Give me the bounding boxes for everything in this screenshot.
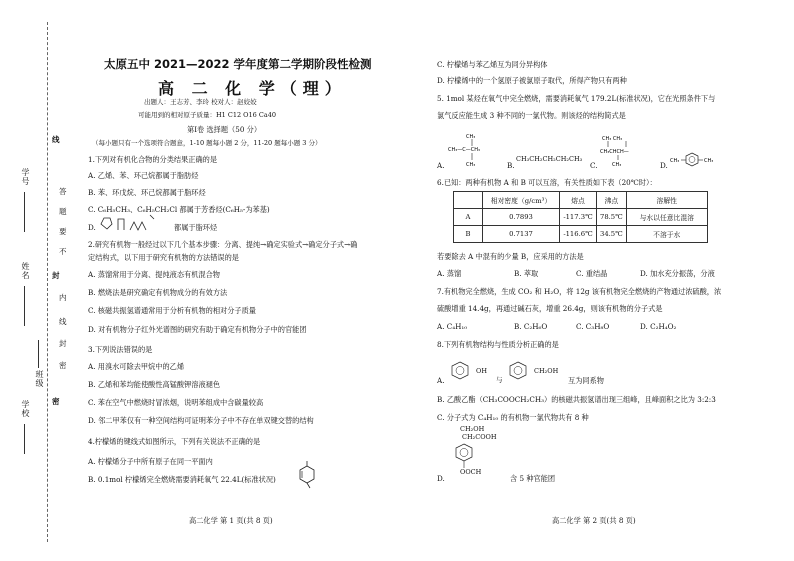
table-cell: 0.7893 <box>483 209 560 226</box>
q8-option-a-ch2oh: CH₂OH <box>534 367 559 375</box>
question-5-cont: 氯气反应能生成 3 种不同的一氯代物。则该烃的结构简式是 <box>437 111 626 120</box>
q1-option-b: B. 苯、环戊烷、环己烷都属于脂环烃 <box>88 188 206 197</box>
table-header: 溶解性 <box>626 192 707 209</box>
q8-option-c: C. 分子式为 C₄H₁₀ 的有机物一氯代物共有 8 种 <box>437 413 589 422</box>
question-5: 5. 1mol 某烃在氧气中完全燃烧，需要消耗氧气 179.2L(标准状况)，它在光照条件下与 <box>437 94 716 103</box>
table-cell: B <box>454 226 483 243</box>
section-heading: 第Ⅰ卷 选择题（50 分） <box>187 125 262 134</box>
q1-option-d-label: D. <box>88 223 96 232</box>
name-label: 姓名 <box>21 262 30 280</box>
seal-word: 要 <box>59 227 67 236</box>
q5-option-a-label: A. <box>437 161 445 170</box>
authors-line: 出题人：王志芳、李玲 校对人：赵姣姣 <box>144 98 257 106</box>
page-2-footer: 高二化学 第 2 页(共 8 页) <box>552 516 636 525</box>
table-cell: 0.7137 <box>483 226 560 243</box>
table-cell: 34.5℃ <box>597 226 627 243</box>
q2-option-d: D. 对有机物分子红外光谱图的研究有助于确定有机物分子中的官能团 <box>88 325 307 334</box>
table-row <box>454 209 708 226</box>
school-title: 太原五中 2021—2022 学年度第二学期阶段性检测 <box>104 57 372 71</box>
q2-option-c: C. 核磁共振氢谱通常用于分析有机物的相对分子质量 <box>88 306 256 315</box>
q1-ring-structures <box>98 214 160 232</box>
q8-option-d-top: CH₂OH <box>460 425 485 433</box>
q7-option-a: A. C₄H₁₀ <box>437 322 468 331</box>
q5-option-b-label: B. <box>507 161 515 170</box>
question-3: 3.下列说法错误的是 <box>88 345 153 354</box>
question-4: 4.柠檬烯的键线式如图所示，下列有关说法不正确的是 <box>88 437 261 446</box>
q8-option-d-tail: 含 5 种官能团 <box>510 474 556 483</box>
svg-text:CH₃: CH₃ <box>704 158 714 164</box>
table-header-row <box>454 192 708 209</box>
q8-option-a-label: A. <box>437 376 445 385</box>
table-cell: A <box>454 209 483 226</box>
limonene-structure <box>296 460 318 490</box>
q8-option-d-label: D. <box>437 474 445 483</box>
q3-option-b: B. 乙烯和苯均能使酸性高锰酸钾溶液褪色 <box>88 380 221 389</box>
name-line <box>24 286 25 326</box>
seal-mark-seal: 封 <box>52 271 60 280</box>
seal-word: 线 <box>59 317 67 326</box>
table-cell: -116.6℃ <box>560 226 597 243</box>
table-cell: 不溶于水 <box>626 226 707 243</box>
question-2-cont: 定结构式，以下用于研究有机物的方法错误的是 <box>88 253 239 262</box>
svg-text:CH₃—C—CH₃: CH₃—C—CH₃ <box>448 147 481 153</box>
question-8: 8.下列有机物结构与性质分析正确的是 <box>437 340 559 349</box>
q8-d-ring-icon <box>452 440 476 470</box>
svg-text:CH₃: CH₃ <box>466 162 476 168</box>
q8-option-a-oh: OH <box>476 367 487 375</box>
benzene-ring-icon <box>686 153 698 166</box>
svg-text:CH₃ CH₃: CH₃ CH₃ <box>602 136 623 142</box>
q6-option-b: B. 萃取 <box>514 269 539 278</box>
q1-option-c: C. C₆H₅CH₃、C₆H₅CH₂Cl 都属于芳香烃(C₆H₅-为苯基) <box>88 205 270 214</box>
question-1: 1.下列对有机化合物的分类结果正确的是 <box>88 155 218 164</box>
q2-option-a: A. 蒸馏常用于分离、提纯液态有机混合物 <box>88 270 220 279</box>
q1-option-d-text: 都属于脂环烃 <box>174 223 218 232</box>
svg-text:CH₃: CH₃ <box>670 158 680 164</box>
q8-option-d-side: CH₂COOH <box>462 433 497 441</box>
q7-option-d: D. C₂H₄O₂ <box>640 322 677 331</box>
table-header <box>454 192 483 209</box>
table-cell: 78.5℃ <box>597 209 627 226</box>
table-header: 沸点 <box>597 192 627 209</box>
page-1-footer: 高二化学 第 1 页(共 8 页) <box>189 516 273 525</box>
phenol-ring-icon <box>448 360 472 382</box>
q5-structure-d <box>670 150 718 170</box>
q5-option-b-formula: CH₃CH₂CH₂CH₂CH₃ <box>516 155 583 163</box>
seal-mark-line: 线 <box>52 135 60 144</box>
svg-text:CH₃CHCH—: CH₃CHCH— <box>600 149 629 155</box>
q8-option-b: B. 乙酸乙酯（CH₃COOCH₂CH₃）的核磁共振氢谱出现三组峰，且峰面积之比为 3:2:3 <box>437 395 716 404</box>
instructions: （每小题只有一个选项符合题意，1-10 题每小题 2 分，11-20 题每小题 3 分） <box>92 139 322 147</box>
q3-option-d: D. 邻二甲苯仅有一种空间结构可证明苯分子中不存在单双键交替的结构 <box>88 416 314 425</box>
question-7: 7.有机物完全燃烧，生成 CO₂ 和 H₂O，将 12g 该有机物完全燃烧的产物通过浓硫酸，浓 <box>437 287 722 296</box>
class-line <box>38 340 39 368</box>
q7-option-b: B. C₂H₆O <box>514 322 548 331</box>
atomic-masses-line: 可能用到的相对原子质量：H1 C12 O16 Ca40 <box>138 111 276 119</box>
table-header: 熔点 <box>560 192 597 209</box>
q6-option-c: C. 重结晶 <box>576 269 608 278</box>
seal-word: 答 <box>59 187 67 196</box>
seal-word: 内 <box>59 293 67 302</box>
question-6-cont: 若要除去 A 中混有的少量 B，应采用的方法是 <box>437 252 584 261</box>
class-label: 班级 <box>35 370 44 388</box>
subject-title: 高 二 化 学（理） <box>158 79 347 98</box>
q6-option-a: A. 蒸馏 <box>437 269 462 278</box>
q5-structure-a <box>448 130 504 170</box>
q4-option-c: C. 柠檬烯与苯乙烯互为同分异构体 <box>437 60 548 69</box>
school-label: 学校 <box>21 400 30 418</box>
q5-option-d-label: D. <box>660 161 668 170</box>
q4-option-d: D. 柠檬烯中的一个氢原子被氯原子取代，所得产物只有两种 <box>437 76 627 85</box>
table-header: 相对密度（g/cm³） <box>483 192 560 209</box>
q3-option-a: A. 用溴水可除去甲烷中的乙烯 <box>88 362 185 371</box>
student-id-label: 学号 <box>21 168 30 186</box>
table-cell: 与水以任意比混溶 <box>626 209 707 226</box>
seal-word: 封 <box>59 339 67 348</box>
table-row <box>454 226 708 243</box>
q4-option-a: A. 柠檬烯分子中所有原子在同一平面内 <box>88 457 213 466</box>
q8-option-d-bottom: OOCH <box>460 468 482 476</box>
q8-option-a-tail: 互为同系物 <box>568 376 604 385</box>
cyclopentane-icon <box>101 218 112 229</box>
seal-word: 不 <box>59 247 67 256</box>
table-cell: -117.3℃ <box>560 209 597 226</box>
seal-mark-close: 密 <box>52 397 60 406</box>
seal-word: 题 <box>59 207 67 216</box>
question-7-cont: 硫酸增重 14.4g，再通过碱石灰，增重 26.4g，则该有机物的分子式是 <box>437 304 663 313</box>
properties-table <box>453 191 708 243</box>
question-2: 2.研究有机物一般经过以下几个基本步骤：分离、提纯→确定实验式→确定分子式→确 <box>88 240 358 249</box>
benzyl-ring-icon <box>506 360 530 382</box>
svg-text:CH₃: CH₃ <box>466 134 476 140</box>
q3-option-c: C. 苯在空气中燃烧时冒浓烟，说明苯组成中含碳量较高 <box>88 398 264 407</box>
student-id-line <box>24 192 25 232</box>
question-6: 6.已知：两种有机物 A 和 B 可以互溶，有关性质如下表（20℃时）： <box>437 178 657 187</box>
q6-option-d: D. 加水充分振荡，分液 <box>640 269 715 278</box>
svg-text:CH₃: CH₃ <box>612 162 622 168</box>
cyclobutane-icon <box>118 219 124 230</box>
binding-dashed-line <box>47 22 48 542</box>
school-line <box>24 424 25 454</box>
chain-icon <box>130 222 146 230</box>
seal-word: 密 <box>59 361 67 370</box>
q7-option-c: C. C₃H₈O <box>576 322 610 331</box>
q8-option-a-with: 与 <box>496 376 503 384</box>
q4-option-b: B. 0.1mol 柠檬烯完全燃烧需要消耗氧气 22.4L(标准状况) <box>88 475 276 484</box>
q5-structure-c <box>600 132 658 168</box>
q5-option-c-label: C. <box>590 161 598 170</box>
q1-option-a: A. 乙烯、苯、环己烷都属于脂肪烃 <box>88 171 199 180</box>
q2-option-b: B. 燃烧法是研究确定有机物成分的有效方法 <box>88 288 228 297</box>
